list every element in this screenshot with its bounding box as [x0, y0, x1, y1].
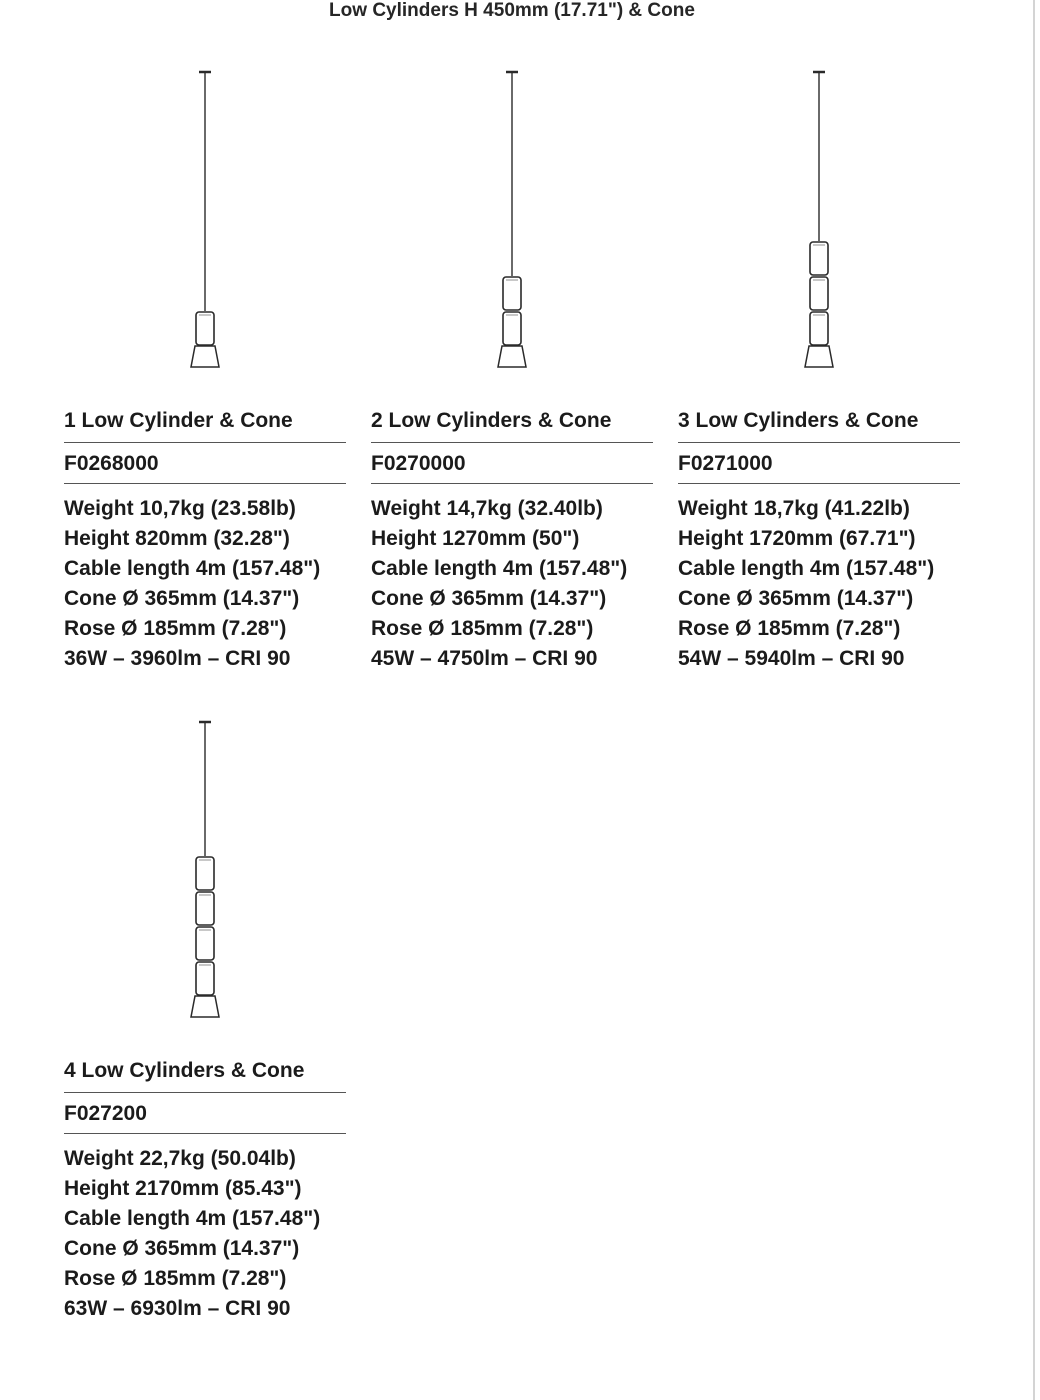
cylinder-shade: [503, 277, 521, 310]
spec-rose-diameter: Rose Ø 185mm (7.28"): [371, 617, 594, 640]
spec-cable-length: Cable length 4m (157.48"): [64, 1207, 321, 1230]
product-info: [371, 408, 653, 674]
product-name: 3 Low Cylinders & Cone: [678, 408, 960, 443]
spec-height: Height 820mm (32.28"): [64, 527, 290, 550]
cylinder-shade: [810, 312, 828, 345]
spec-power: 36W – 3960lm – CRI 90: [64, 647, 291, 670]
pendant-lamp-figure: [64, 60, 346, 372]
cylinder-shade: [196, 857, 214, 890]
product-code: F0271000: [678, 443, 960, 484]
spec-weight: Weight 14,7kg (32.40lb): [371, 497, 603, 520]
spec-rose-diameter: Rose Ø 185mm (7.28"): [678, 617, 901, 640]
spec-cone-diameter: Cone Ø 365mm (14.37"): [64, 1237, 300, 1260]
pendant-lamp-figure: [678, 60, 960, 372]
product-info: [678, 408, 960, 674]
spec-cone-diameter: Cone Ø 365mm (14.37"): [371, 587, 607, 610]
product-name: 4 Low Cylinders & Cone: [64, 1058, 346, 1093]
page-edge: [1033, 0, 1035, 1400]
product-code: F0270000: [371, 443, 653, 484]
pendant-lamp-drawing: [678, 60, 960, 372]
spec-cable-length: Cable length 4m (157.48"): [371, 557, 628, 580]
spec-list: [64, 484, 346, 674]
cylinder-shade: [503, 312, 521, 345]
spec-weight: Weight 18,7kg (41.22lb): [678, 497, 910, 520]
cylinder-shade: [196, 892, 214, 925]
product-info: [64, 408, 346, 674]
spec-height: Height 1720mm (67.71"): [678, 527, 916, 550]
spec-weight: Weight 22,7kg (50.04lb): [64, 1147, 296, 1170]
cone-shade: [191, 346, 219, 367]
cylinder-shade: [196, 312, 214, 345]
cylinder-shade: [810, 277, 828, 310]
cylinder-shade: [810, 242, 828, 275]
pendant-lamp-figure: [371, 60, 653, 372]
spec-rose-diameter: Rose Ø 185mm (7.28"): [64, 617, 287, 640]
spec-power: 63W – 6930lm – CRI 90: [64, 1297, 291, 1320]
cone-shade: [498, 346, 526, 367]
spec-cable-length: Cable length 4m (157.48"): [64, 557, 321, 580]
spec-rose-diameter: Rose Ø 185mm (7.28"): [64, 1267, 287, 1290]
spec-list: [64, 1134, 346, 1324]
product-name: 1 Low Cylinder & Cone: [64, 408, 346, 443]
page-title: Low Cylinders H 450mm (17.71") & Cone: [329, 0, 695, 21]
cone-shade: [805, 346, 833, 367]
product-name: 2 Low Cylinders & Cone: [371, 408, 653, 443]
spec-power: 45W – 4750lm – CRI 90: [371, 647, 598, 670]
spec-power: 54W – 5940lm – CRI 90: [678, 647, 905, 670]
cylinder-shade: [196, 962, 214, 995]
spec-cable-length: Cable length 4m (157.48"): [678, 557, 935, 580]
pendant-lamp-drawing: [64, 710, 346, 1022]
product-info: [64, 1058, 346, 1324]
spec-cone-diameter: Cone Ø 365mm (14.37"): [678, 587, 914, 610]
spec-cone-diameter: Cone Ø 365mm (14.37"): [64, 587, 300, 610]
product-code: F027200: [64, 1093, 346, 1134]
pendant-lamp-drawing: [371, 60, 653, 372]
spec-height: Height 1270mm (50"): [371, 527, 580, 550]
spec-list: [678, 484, 960, 674]
spec-weight: Weight 10,7kg (23.58lb): [64, 497, 296, 520]
product-code: F0268000: [64, 443, 346, 484]
spec-height: Height 2170mm (85.43"): [64, 1177, 302, 1200]
cone-shade: [191, 996, 219, 1017]
pendant-lamp-drawing: [64, 60, 346, 372]
cylinder-shade: [196, 927, 214, 960]
pendant-lamp-figure: [64, 710, 346, 1022]
spec-list: [371, 484, 653, 674]
